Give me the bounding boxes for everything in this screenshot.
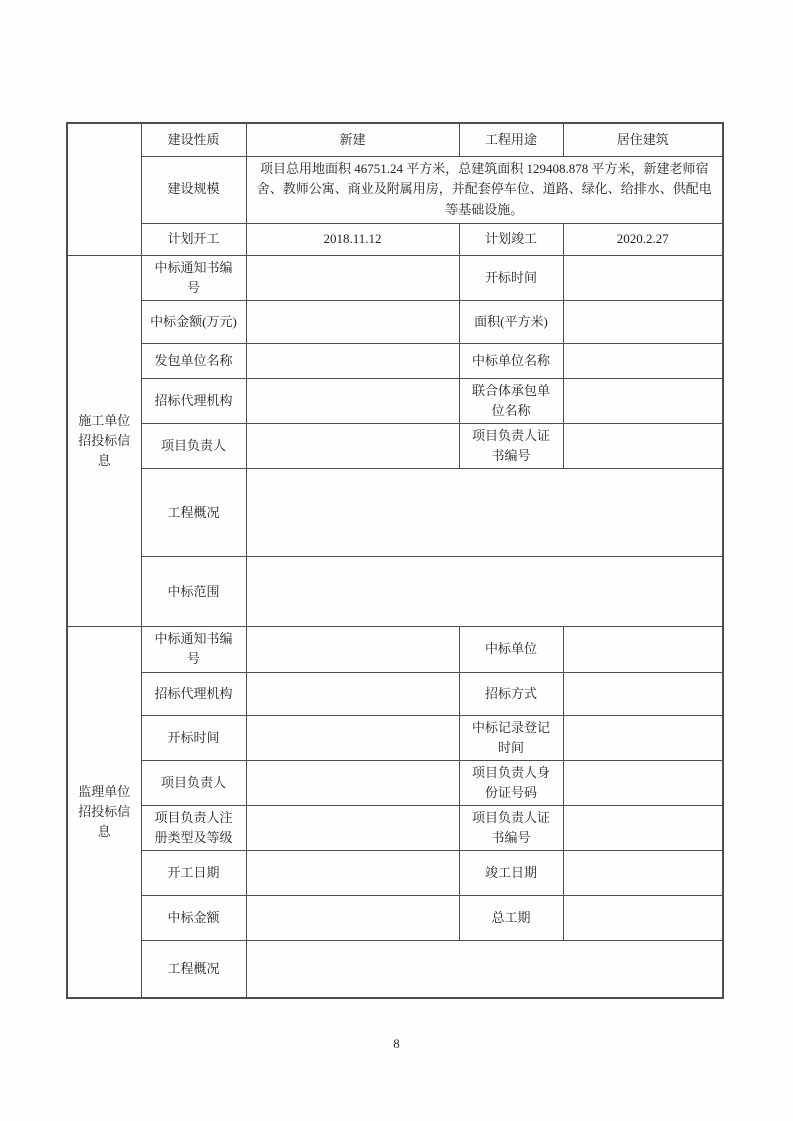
project-overview-label: 工程概况: [141, 469, 246, 557]
bidding-agency-label: 招标代理机构: [141, 672, 246, 715]
planned-start-value: 2018.11.12: [246, 223, 459, 255]
bidding-method-value: [563, 672, 723, 715]
table-row: [67, 255, 723, 300]
bid-opening-time-value: [563, 255, 723, 300]
table-row: [67, 223, 723, 255]
construction-scale-value: 项目总用地面积 46751.24 平方米，总建筑面积 129408.878 平方米，新建老师宿舍、教师公寓、商业及附属用房，并配套停车位、道路、绿化、给排水、供配电等基础设施。: [246, 156, 723, 223]
project-use-value: 居住建筑: [563, 123, 723, 156]
planned-completion-label: 计划竣工: [459, 223, 563, 255]
winning-unit-name-value: [563, 343, 723, 378]
winning-unit-label: 中标单位: [459, 627, 563, 672]
pm-registration-type-label: 项目负责人注册类型及等级: [141, 806, 246, 851]
start-date-value: [246, 851, 459, 896]
bid-notice-no-value: [246, 627, 459, 672]
bid-notice-no-value: [246, 255, 459, 300]
total-duration-label: 总工期: [459, 896, 563, 941]
issuer-name-label: 发包单位名称: [141, 343, 246, 378]
bid-notice-no-label: 中标通知书编号: [141, 255, 246, 300]
supervision-bidding-section-label: 监理单位招投标信息: [67, 627, 141, 998]
bidding-agency-value: [246, 672, 459, 715]
construction-bidding-section-label: 施工单位招投标信息: [67, 255, 141, 627]
table-row: [67, 760, 723, 805]
construction-nature-label: 建设性质: [141, 123, 246, 156]
table-row: [67, 896, 723, 941]
pm-id-no-value: [563, 760, 723, 805]
bidding-method-label: 招标方式: [459, 672, 563, 715]
issuer-name-value: [246, 343, 459, 378]
table-row: [67, 343, 723, 378]
table-row: [67, 424, 723, 469]
bidding-agency-label: 招标代理机构: [141, 378, 246, 423]
table-row: [67, 469, 723, 557]
bid-record-time-value: [563, 715, 723, 760]
completion-date-value: [563, 851, 723, 896]
planned-completion-value: 2020.2.27: [563, 223, 723, 255]
winning-unit-value: [563, 627, 723, 672]
pm-cert-no-value: [563, 424, 723, 469]
bid-amount-value: [246, 896, 459, 941]
table-row: [67, 851, 723, 896]
consortium-unit-name-value: [563, 378, 723, 423]
construction-scale-label: 建设规模: [141, 156, 246, 223]
table-row: [67, 300, 723, 343]
start-date-label: 开工日期: [141, 851, 246, 896]
bid-opening-time-value: [246, 715, 459, 760]
table-row: [67, 941, 723, 998]
table-row: [67, 672, 723, 715]
bid-record-time-label: 中标记录登记时间: [459, 715, 563, 760]
planned-start-label: 计划开工: [141, 223, 246, 255]
table-row: [67, 627, 723, 672]
bid-opening-time-label: 开标时间: [459, 255, 563, 300]
pm-registration-type-value: [246, 806, 459, 851]
pm-cert-no-label: 项目负责人证书编号: [459, 806, 563, 851]
project-overview-label: 工程概况: [141, 941, 246, 998]
bid-scope-value: [246, 557, 723, 627]
project-overview-value: [246, 941, 723, 998]
bidding-info-table: [66, 122, 724, 999]
project-use-label: 工程用途: [459, 123, 563, 156]
bid-amount-label: 中标金额: [141, 896, 246, 941]
project-manager-value: [246, 760, 459, 805]
table-row: [67, 123, 723, 156]
page-number: 8: [393, 1036, 400, 1051]
bid-scope-label: 中标范围: [141, 557, 246, 627]
bidding-agency-value: [246, 378, 459, 423]
pm-cert-no-label: 项目负责人证书编号: [459, 424, 563, 469]
general-section-cell: [67, 123, 141, 255]
pm-id-no-label: 项目负责人身份证号码: [459, 760, 563, 805]
bid-amount-label: 中标金额(万元): [141, 300, 246, 343]
project-manager-label: 项目负责人: [141, 424, 246, 469]
table-row: [67, 557, 723, 627]
project-manager-label: 项目负责人: [141, 760, 246, 805]
table-row: [67, 806, 723, 851]
table-row: [67, 156, 723, 223]
table-row: [67, 378, 723, 423]
project-overview-value: [246, 469, 723, 557]
table-row: [67, 715, 723, 760]
total-duration-value: [563, 896, 723, 941]
construction-nature-value: 新建: [246, 123, 459, 156]
bid-amount-value: [246, 300, 459, 343]
bid-opening-time-label: 开标时间: [141, 715, 246, 760]
bid-notice-no-label: 中标通知书编号: [141, 627, 246, 672]
winning-unit-name-label: 中标单位名称: [459, 343, 563, 378]
area-label: 面积(平方米): [459, 300, 563, 343]
area-value: [563, 300, 723, 343]
completion-date-label: 竣工日期: [459, 851, 563, 896]
consortium-unit-name-label: 联合体承包单位名称: [459, 378, 563, 423]
project-manager-value: [246, 424, 459, 469]
pm-cert-no-value: [563, 806, 723, 851]
